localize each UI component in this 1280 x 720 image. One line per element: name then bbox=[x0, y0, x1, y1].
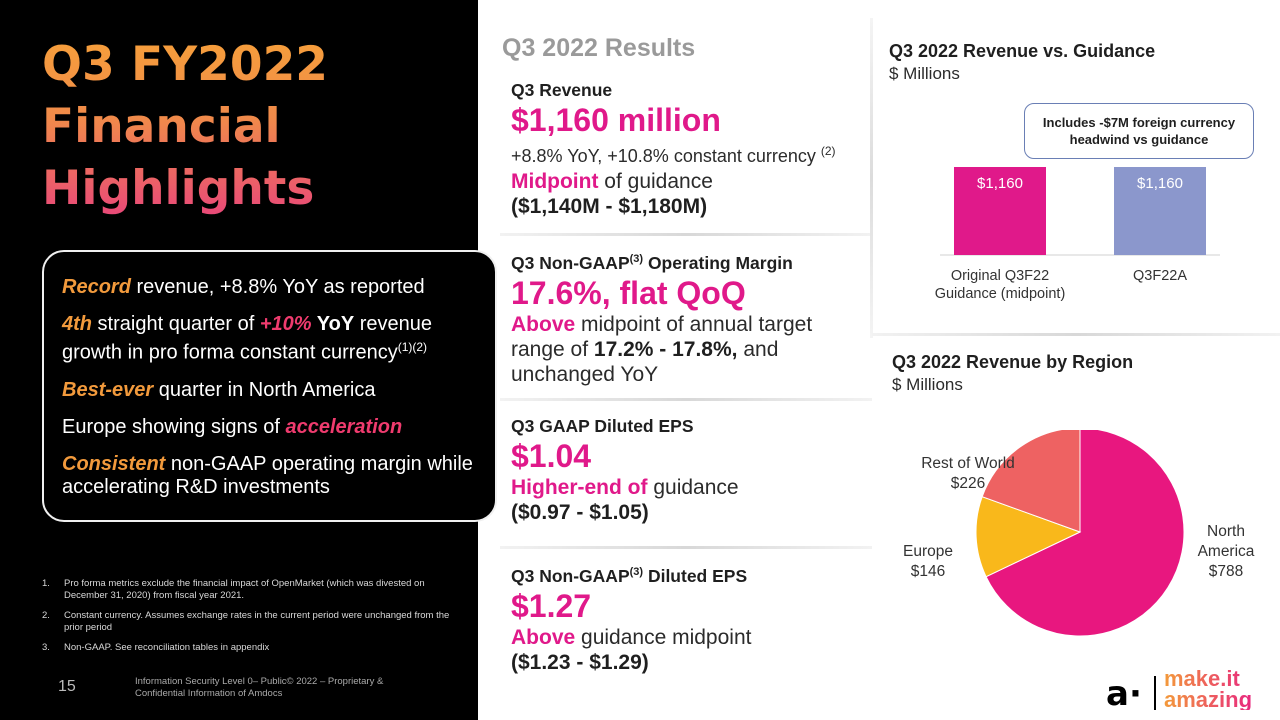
left-panel bbox=[0, 0, 478, 720]
guidance-chart-unit: $ Millions bbox=[889, 64, 960, 83]
page-number: 15 bbox=[58, 678, 76, 695]
vertical-divider bbox=[870, 18, 873, 338]
kpi-detail: Above midpoint of annual target bbox=[511, 313, 813, 336]
kpi-value: $1.04 bbox=[511, 438, 592, 474]
category-label: Guidance (midpoint) bbox=[934, 286, 1066, 302]
kpi-label: Q3 Non-GAAP$^{(3)}$ Diluted EPS bbox=[511, 566, 748, 586]
kpi-gaap-eps bbox=[511, 416, 861, 525]
title-line-3: Highlights bbox=[42, 161, 315, 216]
title-line-2: Financial bbox=[42, 99, 281, 154]
divider bbox=[500, 398, 872, 401]
kpi-revenue bbox=[511, 80, 861, 219]
category-label: Original Q3F22 bbox=[950, 268, 1050, 284]
highlight-item: Consistent non-GAAP operating margin while accelerating R&D investments bbox=[62, 452, 473, 498]
footnote: 2. Constant currency. Assumes exchange rates in the current period were unchanged from the prior period bbox=[42, 610, 450, 633]
kpi-operating-margin bbox=[511, 253, 861, 387]
logo-tagline: make.it amazing bbox=[1164, 666, 1253, 712]
kpi-range: ($1.23 - $1.29) bbox=[511, 651, 649, 674]
region-chart-title: Q3 2022 Revenue by Region bbox=[892, 352, 1134, 372]
kpi-range: ($0.97 - $1.05) bbox=[511, 501, 649, 524]
label-rest-of-world: $226 bbox=[950, 475, 986, 492]
label-europe: Europe bbox=[903, 543, 953, 560]
kpi-guidance: Midpoint of guidance bbox=[511, 170, 713, 193]
results-column bbox=[478, 0, 872, 720]
amdocs-a-icon: a· bbox=[1106, 674, 1142, 714]
highlight-item: Best-ever quarter in North America bbox=[62, 378, 376, 401]
results-heading: Q3 2022 Results bbox=[502, 34, 696, 62]
slide-title bbox=[42, 34, 422, 220]
kpi-detail: range of 17.2% - 17.8%, and bbox=[511, 338, 779, 361]
amdocs-logo bbox=[1106, 668, 1276, 714]
category-label: Q3F22A bbox=[1133, 268, 1187, 284]
kpi-detail: unchanged YoY bbox=[511, 363, 659, 386]
footnote: 1. Pro forma metrics exclude the financial impact of OpenMarket (which was divested on December 31, 2020) from fiscal year 2021. bbox=[42, 578, 425, 601]
kpi-guidance: Above guidance midpoint bbox=[511, 626, 752, 649]
kpi-label: Q3 Non-GAAP$^{(3)}$ Operating Margin bbox=[511, 253, 793, 273]
highlight-item: Europe showing signs of acceleration bbox=[62, 415, 403, 438]
divider bbox=[500, 546, 872, 549]
label-north-america: America bbox=[1197, 543, 1255, 560]
bar-value-label: $1,160 bbox=[1137, 175, 1183, 192]
footer-classification: Information Security Level 0– Public© 2022 – Proprietary & Confidential Information of Amdocs bbox=[135, 676, 384, 699]
footnote: 3. Non-GAAP. See reconciliation tables in appendix bbox=[42, 642, 270, 653]
guidance-chart-title: Q3 2022 Revenue vs. Guidance bbox=[889, 41, 1156, 61]
kpi-growth: +8.8% YoY, +10.8% constant currency $^{(2)}$ bbox=[511, 144, 836, 166]
region-pie-chart bbox=[880, 430, 1280, 670]
region-chart-unit: $ Millions bbox=[892, 375, 963, 394]
guidance-bar-chart bbox=[900, 150, 1260, 310]
kpi-value: 17.6%, flat QoQ bbox=[511, 275, 746, 311]
bar-value-label: $1,160 bbox=[977, 175, 1023, 192]
kpi-guidance: Higher-end of guidance bbox=[511, 476, 739, 499]
horizontal-divider bbox=[872, 333, 1280, 336]
kpi-range: ($1,140M - $1,180M) bbox=[511, 195, 708, 218]
kpi-label: Q3 Revenue bbox=[511, 80, 613, 100]
kpi-value: $1,160 million bbox=[511, 102, 721, 138]
fx-headwind-callout: Includes -$7M foreign currency headwind vs guidance bbox=[1024, 103, 1254, 159]
footnotes bbox=[42, 578, 452, 662]
highlights-box bbox=[42, 250, 497, 522]
kpi-nongaap-eps bbox=[511, 566, 861, 675]
highlight-item: Record revenue, +8.8% YoY as reported bbox=[62, 276, 425, 298]
label-north-america: North bbox=[1207, 523, 1245, 540]
label-rest-of-world: Rest of World bbox=[921, 455, 1015, 472]
title-line-1: Q3 FY2022 bbox=[42, 37, 328, 92]
highlight-item: 4th straight quarter of +10% YoY revenue growth in pro forma constant currency$^{(1)(2)}$ bbox=[62, 313, 433, 364]
label-north-america: $788 bbox=[1208, 563, 1244, 580]
label-europe: $146 bbox=[910, 563, 946, 580]
divider bbox=[500, 233, 872, 236]
kpi-value: $1.27 bbox=[511, 588, 592, 624]
kpi-label: Q3 GAAP Diluted EPS bbox=[511, 416, 694, 436]
logo-divider bbox=[1154, 676, 1156, 710]
